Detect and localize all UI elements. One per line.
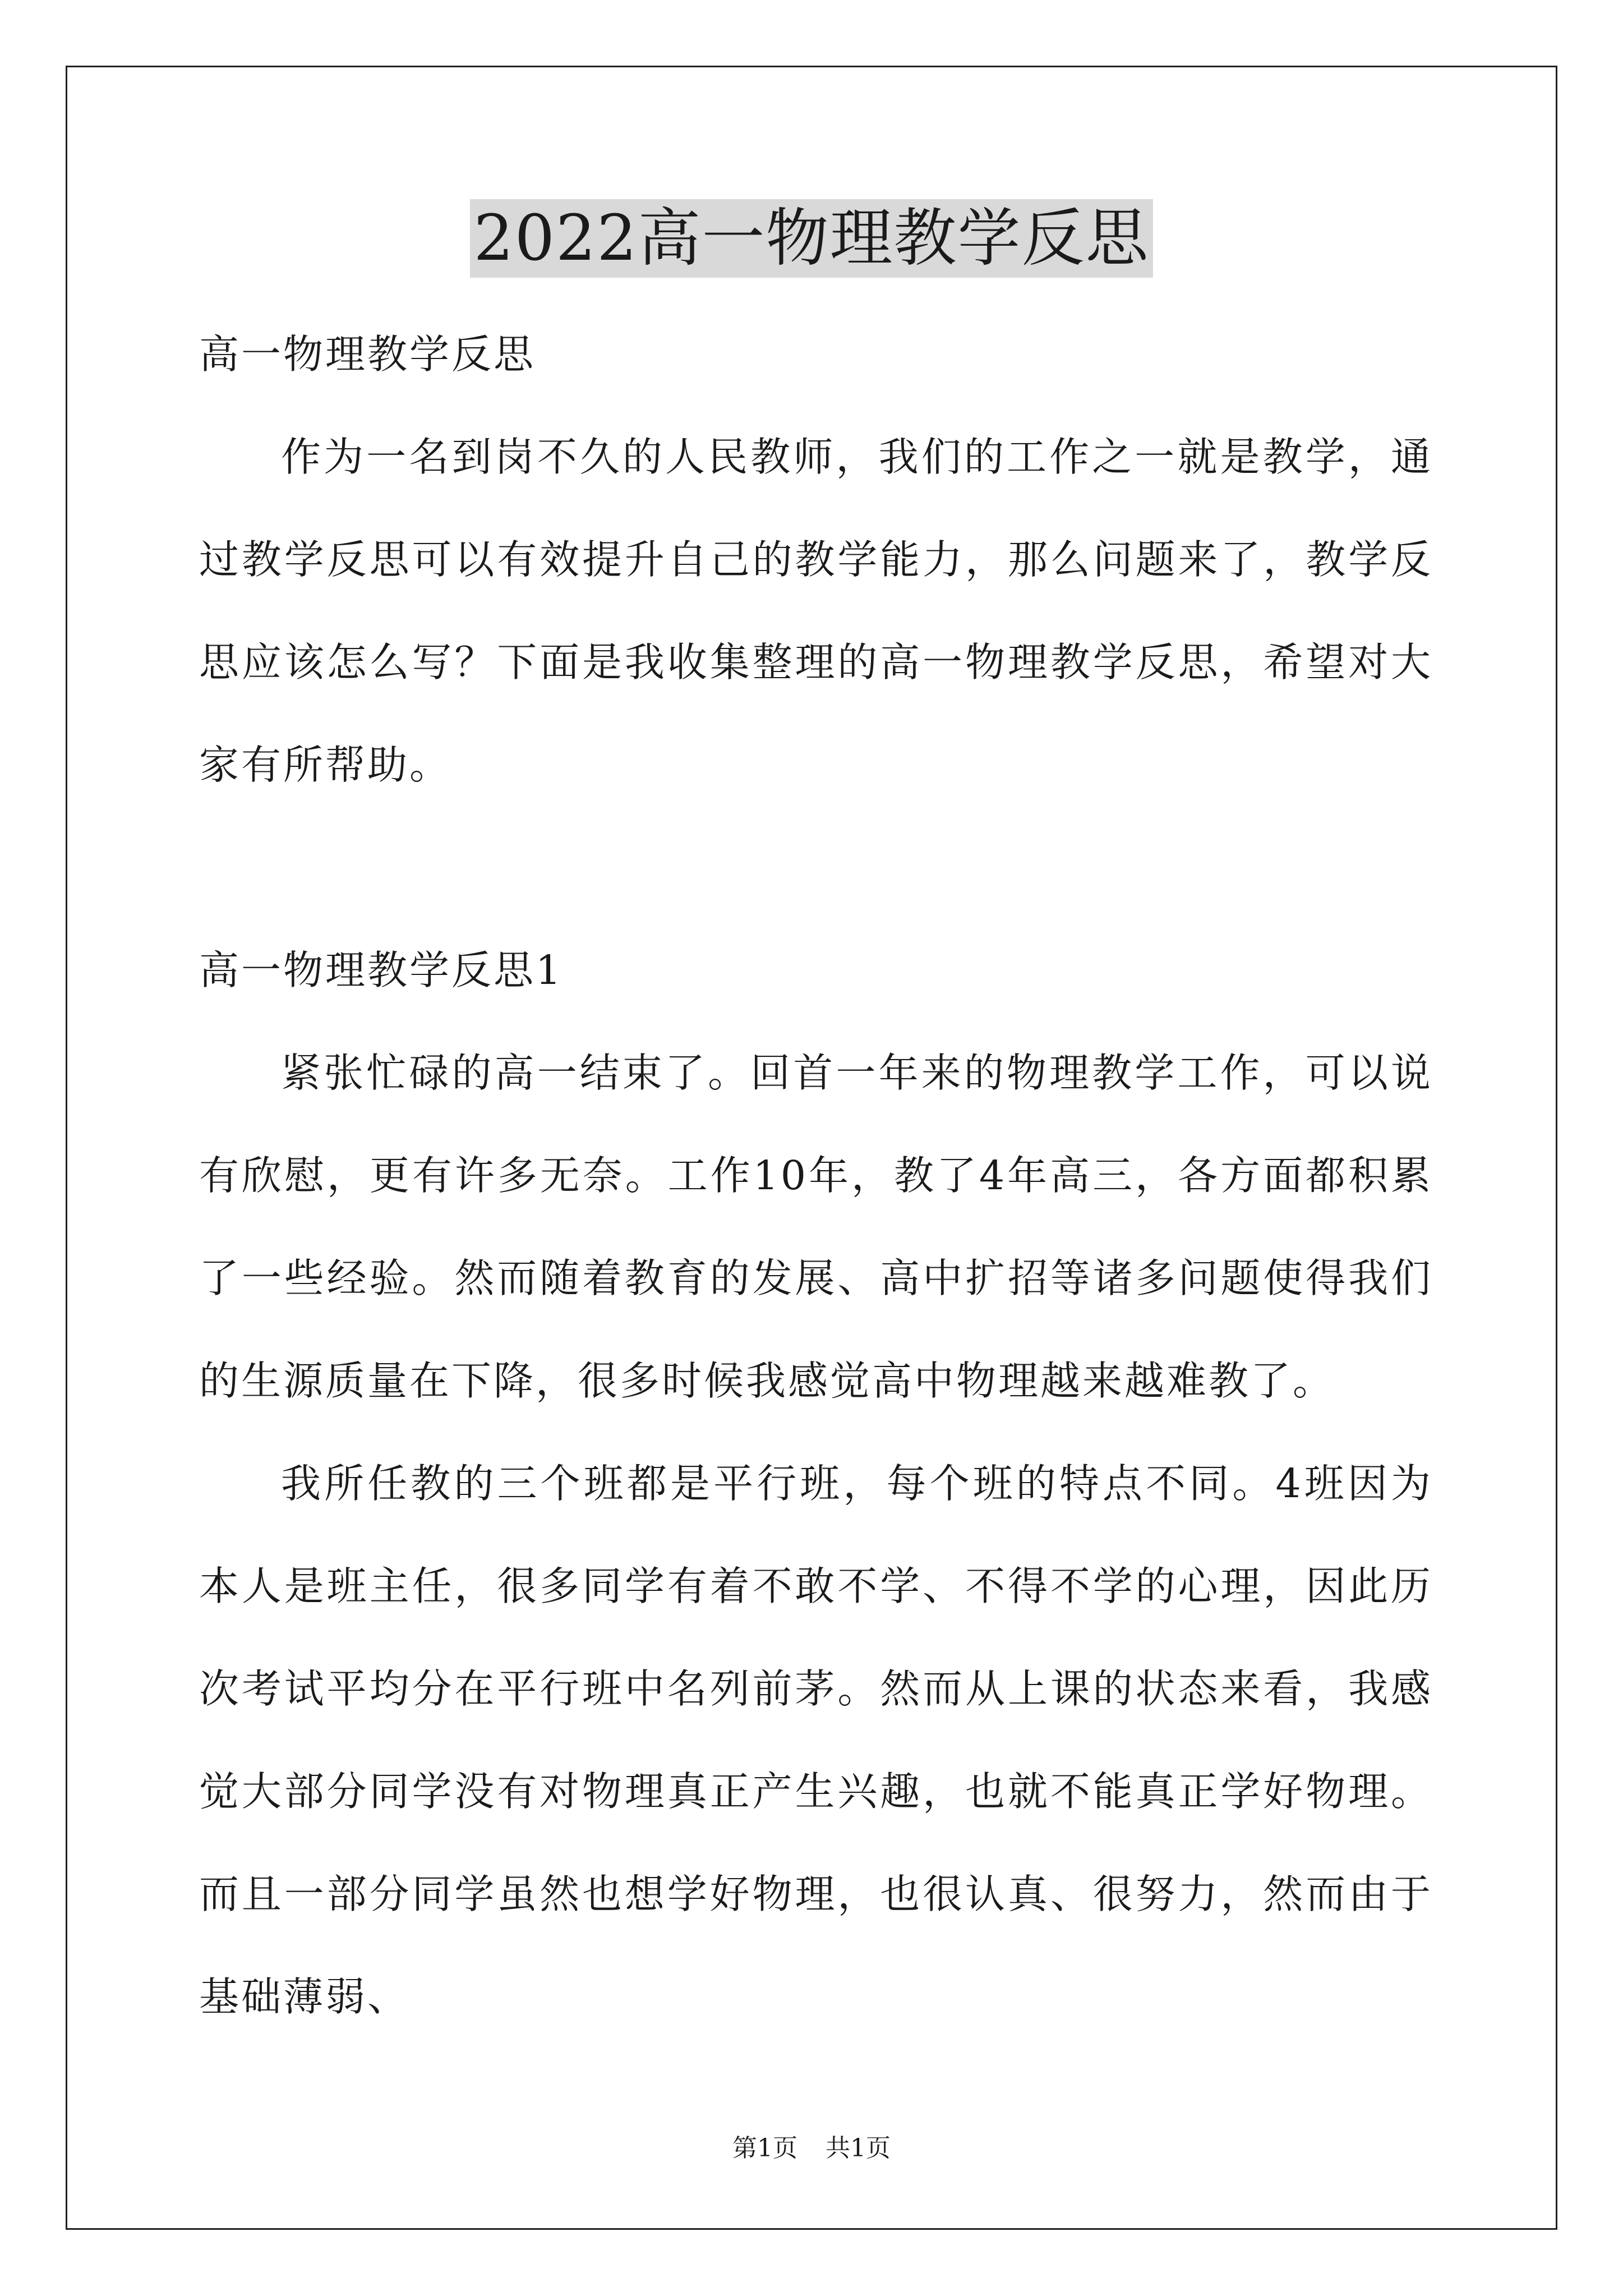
section-1-heading: 高一物理教学反思1: [199, 947, 564, 993]
intro-heading: 高一物理教学反思: [199, 331, 536, 378]
section-gap: [199, 816, 1433, 919]
intro-paragraph: 作为一名到岗不久的人民教师，我们的工作之一就是教学，通过教学反思可以有效提升自己的教学能力，那么问题来了，教学反思应该怎么写？下面是我收集整理的高一物理教学反思，希望对大家有所帮助。: [199, 434, 1433, 788]
document-body: [199, 303, 1433, 2048]
page-total: 共1页: [826, 2134, 891, 2162]
title-container: [0, 199, 1623, 278]
page-number: 第1页: [732, 2134, 797, 2162]
page-footer: [0, 2132, 1623, 2165]
section-1-paragraph-2: 我所任教的三个班都是平行班，每个班的特点不同。4班因为本人是班主任，很多同学有着不敢不学、不得不学的心理，因此历次考试平均分在平行班中名列前茅。然而从上课的状态来看，我感觉大部分同学没有对物理真正产生兴趣，也就不能真正学好物理。而且一部分同学虽然也想学好物理，也很认真、很努力，然而由于基础薄弱、: [199, 1460, 1433, 2020]
document-title: 2022高一物理教学反思: [470, 199, 1152, 278]
section-1-paragraph-1: 紧张忙碌的高一结束了。回首一年来的物理教学工作，可以说有欣慰，更有许多无奈。工作10年，教了4年高三，各方面都积累了一些经验。然而随着教育的发展、高中扩招等诸多问题使得我们的生源质量在下降，很多时候我感觉高中物理越来越难教了。: [199, 1050, 1433, 1404]
